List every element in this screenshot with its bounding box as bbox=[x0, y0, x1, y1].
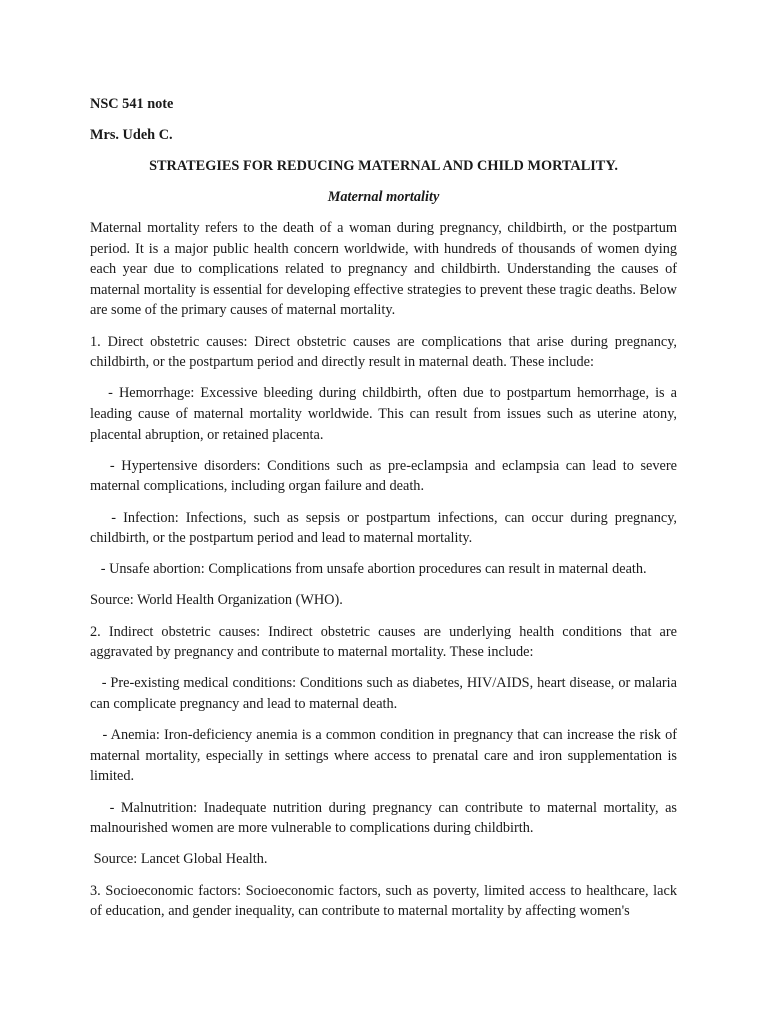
paragraph-intro: Maternal mortality refers to the death of a woman during pregnancy, childbirth, or the postpartum period. It is a major public health concern worldwide, with hundreds of thousands of women dying each year due to complications related to pregnancy and childbirth. Understanding the causes of maternal mortality is essential for developing effective strategies to prevent these tragic deaths. Below are some of the primary causes of maternal mortality. bbox=[90, 220, 677, 319]
paragraph-socioeconomic: 3. Socioeconomic factors: Socioeconomic factors, such as poverty, limited access to healthcare, lack of education, and gender inequality, can contribute to maternal mortality by affecting women's bbox=[90, 882, 677, 920]
paragraph-hemorrhage: - Hemorrhage: Excessive bleeding during childbirth, often due to postpartum hemorrhage, is a leading cause of maternal mortality worldwide. This can result from issues such as uterine atony, placental abruption, or retained placenta. bbox=[90, 385, 681, 443]
section-subtitle: Maternal mortality bbox=[327, 189, 440, 205]
paragraph-anemia: - Anemia: Iron-deficiency anemia is a common condition in pregnancy that can increase the risk of maternal mortality, especially in settings where access to prenatal care and iron supplementation is limited. bbox=[90, 727, 681, 785]
paragraph-hypertensive: - Hypertensive disorders: Conditions such as pre-eclampsia and eclampsia can lead to severe maternal complications, including organ failure and death. bbox=[90, 457, 681, 495]
paragraph-infection: - Infection: Infections, such as sepsis or postpartum infections, can occur during pregnancy, childbirth, or the postpartum period and lead to maternal mortality. bbox=[90, 509, 681, 547]
paragraph-malnutrition: - Malnutrition: Inadequate nutrition during pregnancy can contribute to maternal mortality, as malnourished women are more vulnerable to complications during childbirth. bbox=[90, 799, 681, 837]
document-page bbox=[90, 94, 681, 932]
paragraph-direct-causes: 1. Direct obstetric causes: Direct obstetric causes are complications that arise during pregnancy, childbirth, or the postpartum period and directly result in maternal death. These include: bbox=[90, 333, 677, 371]
author-name: Mrs. Udeh C. bbox=[90, 127, 173, 143]
paragraph-preexisting: - Pre-existing medical conditions: Conditions such as diabetes, HIV/AIDS, heart disease, or malaria can complicate pregnancy and lead to maternal death. bbox=[90, 675, 681, 713]
source-lancet: Source: Lancet Global Health. bbox=[90, 851, 268, 868]
paragraph-unsafe-abortion: - Unsafe abortion: Complications from unsafe abortion procedures can result in maternal death. bbox=[90, 561, 647, 578]
document-title: STRATEGIES FOR REDUCING MATERNAL AND CHILD MORTALITY. bbox=[149, 158, 618, 174]
paragraph-indirect-causes: 2. Indirect obstetric causes: Indirect obstetric causes are underlying health conditions that are aggravated by pregnancy and contribute to maternal mortality. These include: bbox=[90, 623, 677, 661]
course-code: NSC 541 note bbox=[90, 96, 174, 112]
source-who: Source: World Health Organization (WHO). bbox=[90, 592, 343, 609]
